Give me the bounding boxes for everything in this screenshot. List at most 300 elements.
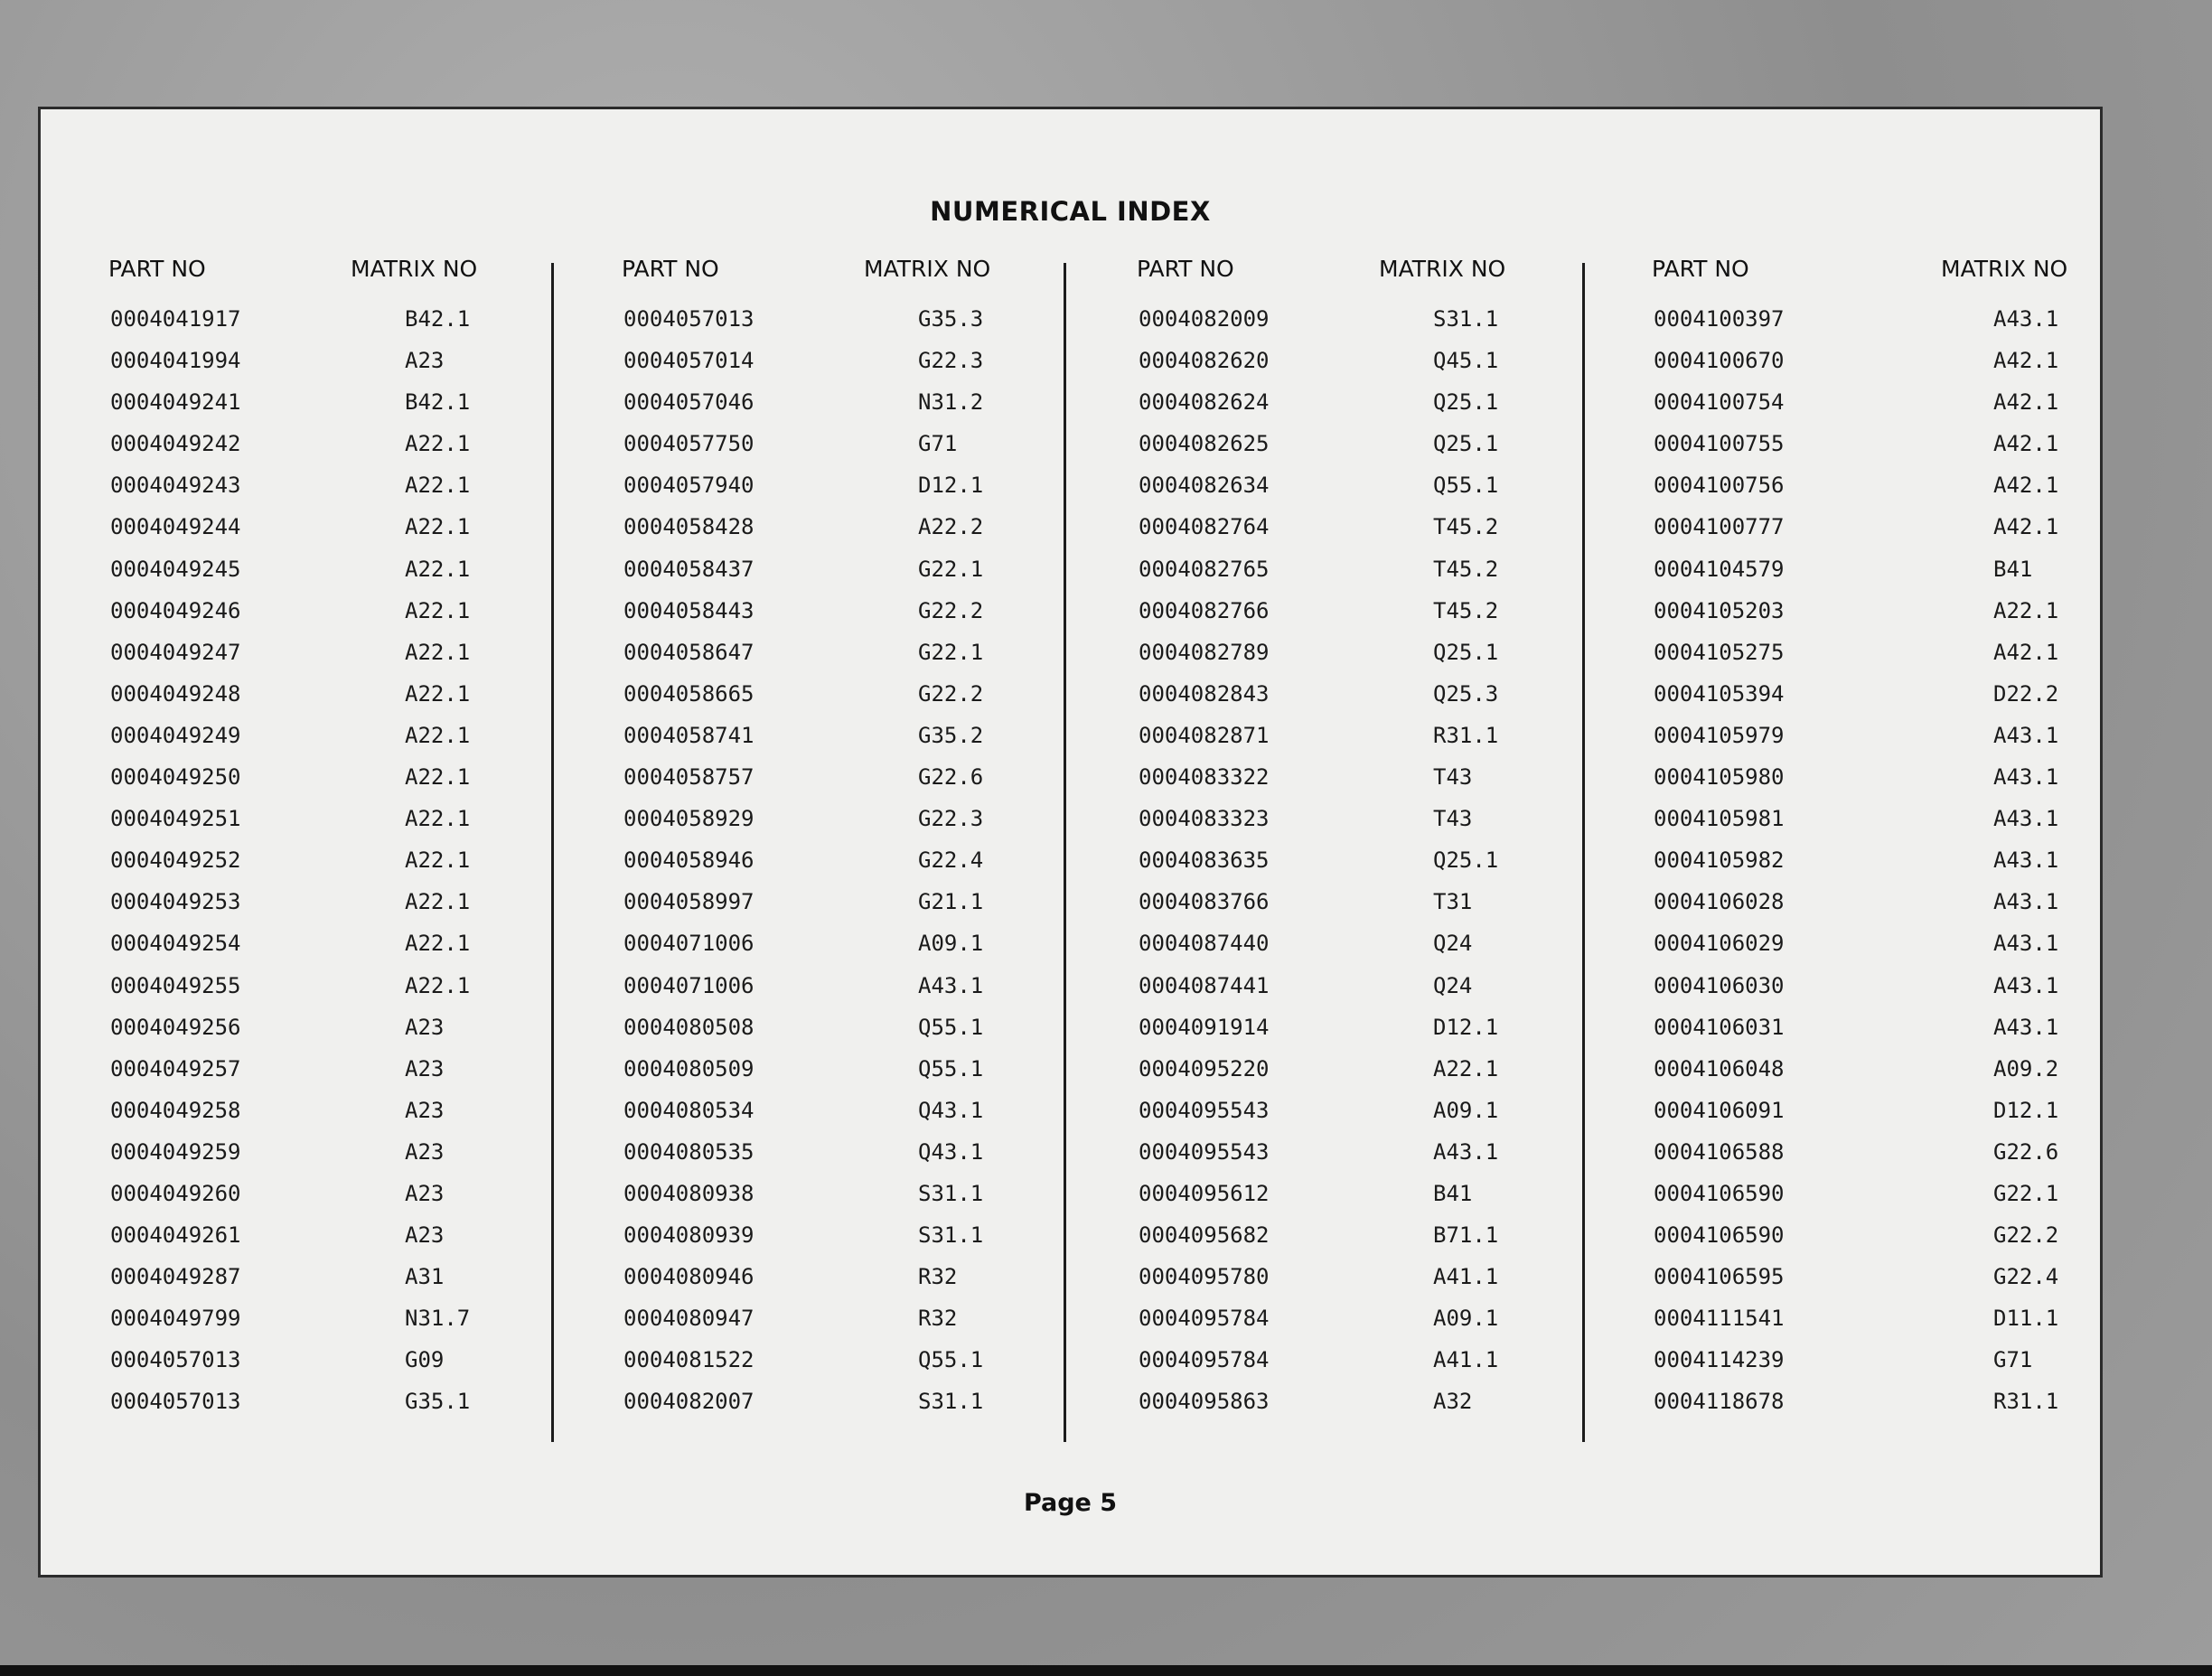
part-no-cell: 0004087440 — [1139, 931, 1270, 957]
table-row — [108, 557, 596, 598]
table-row — [622, 681, 1110, 723]
scan-bottom-edge — [0, 1665, 2212, 1676]
table-row — [1652, 1015, 2140, 1056]
part-no-cell: 0004058437 — [623, 556, 755, 582]
table-row — [1137, 764, 1625, 806]
part-no-cell: 0004118678 — [1654, 1389, 1785, 1415]
table-row — [1137, 1181, 1625, 1222]
table-row — [622, 1222, 1110, 1264]
table-row — [108, 1306, 596, 1347]
matrix-no-cell: S31.1 — [918, 1222, 984, 1249]
part-no-cell: 0004100670 — [1654, 348, 1785, 374]
table-row — [622, 1181, 1110, 1222]
table-row — [1652, 514, 2140, 556]
part-no-cell: 0004049259 — [110, 1138, 241, 1165]
column-divider — [1064, 263, 1066, 1442]
table-row — [108, 1222, 596, 1264]
part-no-cell: 0004049255 — [110, 972, 241, 998]
part-no-cell: 0004087441 — [1139, 972, 1270, 998]
part-no-cell: 0004082789 — [1139, 639, 1270, 665]
matrix-no-cell: Q43.1 — [918, 1097, 984, 1123]
part-no-cell: 0004105394 — [1654, 680, 1785, 707]
table-row — [1137, 348, 1625, 389]
matrix-no-cell: A22.1 — [405, 556, 471, 582]
table-row — [622, 1347, 1110, 1389]
table-row — [108, 431, 596, 473]
part-no-cell: 0004080938 — [623, 1180, 755, 1206]
part-no-cell: 0004100754 — [1654, 389, 1785, 416]
matrix-no-cell: A09.1 — [918, 931, 984, 957]
matrix-no-cell: A43.1 — [1993, 1014, 2059, 1040]
matrix-no-cell: A32 — [1433, 1389, 1473, 1415]
table-row — [1137, 640, 1625, 681]
part-no-header: PART NO — [1652, 256, 1749, 282]
matrix-no-cell: A42.1 — [1993, 389, 2059, 416]
matrix-no-cell: A43.1 — [918, 972, 984, 998]
table-row — [1652, 931, 2140, 972]
part-no-cell: 0004082007 — [623, 1389, 755, 1415]
table-row — [622, 806, 1110, 847]
table-row — [1137, 1264, 1625, 1306]
table-row — [622, 889, 1110, 931]
part-no-cell: 0004083322 — [1139, 764, 1270, 791]
table-row — [622, 764, 1110, 806]
part-no-cell: 0004057046 — [623, 389, 755, 416]
table-row — [1652, 806, 2140, 847]
table-row — [108, 1181, 596, 1222]
part-no-cell: 0004049256 — [110, 1014, 241, 1040]
table-row — [1137, 1098, 1625, 1139]
table-row — [108, 1139, 596, 1181]
matrix-no-cell: A23 — [405, 1014, 445, 1040]
table-row — [108, 1347, 596, 1389]
matrix-no-cell: G09 — [405, 1347, 445, 1373]
table-row — [622, 389, 1110, 431]
part-no-cell: 0004049260 — [110, 1180, 241, 1206]
table-row — [1652, 1139, 2140, 1181]
matrix-no-cell: A41.1 — [1433, 1347, 1499, 1373]
matrix-no-cell: G22.3 — [918, 806, 984, 832]
table-row — [1652, 348, 2140, 389]
part-no-cell: 0004083323 — [1139, 806, 1270, 832]
part-no-cell: 0004057750 — [623, 431, 755, 457]
matrix-no-cell: Q45.1 — [1433, 348, 1499, 374]
matrix-no-cell: A43.1 — [1993, 722, 2059, 748]
table-row — [622, 1139, 1110, 1181]
matrix-no-cell: D11.1 — [1993, 1306, 2059, 1332]
matrix-no-cell: A22.1 — [1993, 597, 2059, 623]
table-row — [108, 473, 596, 514]
matrix-no-cell: Q25.3 — [1433, 680, 1499, 707]
matrix-no-cell: A22.1 — [405, 680, 471, 707]
matrix-no-cell: A22.1 — [405, 431, 471, 457]
table-row — [1652, 1222, 2140, 1264]
table-row — [1652, 889, 2140, 931]
matrix-no-cell: G22.1 — [1993, 1180, 2059, 1206]
table-row — [1652, 847, 2140, 889]
part-no-cell: 0004049287 — [110, 1264, 241, 1290]
column-divider — [1582, 263, 1585, 1442]
table-row — [1652, 1056, 2140, 1098]
matrix-no-cell: A09.1 — [1433, 1097, 1499, 1123]
matrix-no-cell: Q55.1 — [918, 1014, 984, 1040]
table-row — [1137, 389, 1625, 431]
part-no-cell: 0004058665 — [623, 680, 755, 707]
table-row — [108, 1389, 596, 1430]
part-no-cell: 0004095863 — [1139, 1389, 1270, 1415]
column-divider — [551, 263, 554, 1442]
part-no-cell: 0004049244 — [110, 514, 241, 540]
part-no-cell: 0004058647 — [623, 639, 755, 665]
table-row — [108, 389, 596, 431]
table-row — [622, 640, 1110, 681]
matrix-no-cell: Q25.1 — [1433, 389, 1499, 416]
part-no-cell: 0004111541 — [1654, 1306, 1785, 1332]
table-row — [108, 514, 596, 556]
table-row — [1137, 681, 1625, 723]
matrix-no-cell: A22.1 — [405, 514, 471, 540]
table-row — [622, 1264, 1110, 1306]
table-row — [1652, 1264, 2140, 1306]
table-row — [1137, 306, 1625, 348]
matrix-no-cell: A22.1 — [405, 597, 471, 623]
table-row — [1652, 764, 2140, 806]
matrix-no-cell: R31.1 — [1993, 1389, 2059, 1415]
part-no-cell: 0004095543 — [1139, 1097, 1270, 1123]
table-row — [108, 806, 596, 847]
matrix-no-cell: A42.1 — [1993, 348, 2059, 374]
matrix-no-cell: Q55.1 — [918, 1055, 984, 1081]
matrix-no-header: MATRIX NO — [351, 256, 478, 282]
table-row — [1652, 598, 2140, 640]
part-no-cell: 0004106590 — [1654, 1222, 1785, 1249]
part-no-cell: 0004082634 — [1139, 473, 1270, 499]
table-row — [108, 348, 596, 389]
table-row — [108, 931, 596, 972]
table-row — [622, 1015, 1110, 1056]
matrix-no-cell: B41 — [1993, 556, 2033, 582]
matrix-no-cell: A22.1 — [1433, 1055, 1499, 1081]
table-row — [1652, 431, 2140, 473]
table-row — [1652, 681, 2140, 723]
part-no-cell: 0004058946 — [623, 847, 755, 874]
index-rows — [1137, 306, 1625, 1431]
matrix-no-cell: G22.2 — [1993, 1222, 2059, 1249]
table-row — [1652, 723, 2140, 764]
table-row — [1652, 1181, 2140, 1222]
table-row — [1137, 1389, 1625, 1430]
part-no-cell: 0004080509 — [623, 1055, 755, 1081]
matrix-no-cell: G22.6 — [1993, 1138, 2059, 1165]
part-no-cell: 0004105979 — [1654, 722, 1785, 748]
table-row — [1652, 1389, 2140, 1430]
index-rows — [108, 306, 596, 1431]
part-no-cell: 0004049799 — [110, 1306, 241, 1332]
part-no-cell: 0004041917 — [110, 306, 241, 332]
matrix-no-cell: D12.1 — [918, 473, 984, 499]
table-row — [1137, 514, 1625, 556]
part-no-cell: 0004105203 — [1654, 597, 1785, 623]
matrix-no-cell: Q24 — [1433, 972, 1473, 998]
matrix-no-cell: A22.1 — [405, 764, 471, 791]
table-row — [1652, 1098, 2140, 1139]
part-no-cell: 0004082764 — [1139, 514, 1270, 540]
part-no-header: PART NO — [622, 256, 719, 282]
part-no-cell: 0004100755 — [1654, 431, 1785, 457]
matrix-no-cell: Q25.1 — [1433, 431, 1499, 457]
matrix-no-cell: T43 — [1433, 806, 1473, 832]
table-row — [622, 723, 1110, 764]
matrix-no-cell: G22.3 — [918, 348, 984, 374]
table-row — [108, 1098, 596, 1139]
part-no-cell: 0004049242 — [110, 431, 241, 457]
table-row — [108, 681, 596, 723]
table-row — [1137, 889, 1625, 931]
matrix-no-cell: B42.1 — [405, 306, 471, 332]
matrix-no-cell: A22.1 — [405, 889, 471, 915]
matrix-no-cell: D12.1 — [1993, 1097, 2059, 1123]
part-no-cell: 0004058757 — [623, 764, 755, 791]
matrix-no-cell: A31 — [405, 1264, 445, 1290]
part-no-cell: 0004080939 — [623, 1222, 755, 1249]
part-no-cell: 0004106030 — [1654, 972, 1785, 998]
matrix-no-cell: G35.1 — [405, 1389, 471, 1415]
table-row — [1137, 473, 1625, 514]
matrix-no-cell: G35.3 — [918, 306, 984, 332]
part-no-cell: 0004082766 — [1139, 597, 1270, 623]
matrix-no-cell: Q25.1 — [1433, 639, 1499, 665]
matrix-no-cell: A22.1 — [405, 931, 471, 957]
matrix-no-cell: A42.1 — [1993, 639, 2059, 665]
matrix-no-cell: T45.2 — [1433, 514, 1499, 540]
part-no-cell: 0004106588 — [1654, 1138, 1785, 1165]
matrix-no-cell: A43.1 — [1993, 847, 2059, 874]
matrix-no-cell: A22.1 — [405, 473, 471, 499]
matrix-no-header: MATRIX NO — [1379, 256, 1506, 282]
part-no-cell: 0004100777 — [1654, 514, 1785, 540]
table-row — [622, 431, 1110, 473]
part-no-cell: 0004095682 — [1139, 1222, 1270, 1249]
part-no-cell: 0004082871 — [1139, 722, 1270, 748]
table-row — [1137, 431, 1625, 473]
matrix-no-cell: A42.1 — [1993, 431, 2059, 457]
table-row — [108, 1056, 596, 1098]
part-no-cell: 0004082620 — [1139, 348, 1270, 374]
matrix-no-cell: T45.2 — [1433, 556, 1499, 582]
matrix-no-cell: A22.2 — [918, 514, 984, 540]
part-no-cell: 0004049246 — [110, 597, 241, 623]
table-row — [1137, 806, 1625, 847]
part-no-cell: 0004058741 — [623, 722, 755, 748]
index-column-3 — [1137, 256, 1625, 1557]
table-row — [622, 973, 1110, 1015]
part-no-cell: 0004095543 — [1139, 1138, 1270, 1165]
page-title: NUMERICAL INDEX — [930, 196, 1211, 227]
table-row — [622, 514, 1110, 556]
part-no-cell: 0004083635 — [1139, 847, 1270, 874]
part-no-cell: 0004095780 — [1139, 1264, 1270, 1290]
matrix-no-cell: G22.4 — [918, 847, 984, 874]
matrix-no-header: MATRIX NO — [864, 256, 991, 282]
matrix-no-cell: A22.1 — [405, 972, 471, 998]
part-no-cell: 0004071006 — [623, 972, 755, 998]
matrix-no-cell: A41.1 — [1433, 1264, 1499, 1290]
part-no-cell: 0004058443 — [623, 597, 755, 623]
table-row — [622, 1306, 1110, 1347]
part-no-cell: 0004057013 — [110, 1389, 241, 1415]
part-no-cell: 0004049257 — [110, 1055, 241, 1081]
part-no-cell: 0004058929 — [623, 806, 755, 832]
part-no-cell: 0004049258 — [110, 1097, 241, 1123]
matrix-no-cell: A43.1 — [1993, 931, 2059, 957]
matrix-no-cell: A23 — [405, 348, 445, 374]
index-column-2 — [622, 256, 1110, 1557]
index-rows — [622, 306, 1110, 1431]
matrix-no-cell: T31 — [1433, 889, 1473, 915]
part-no-cell: 0004049261 — [110, 1222, 241, 1249]
matrix-no-cell: A43.1 — [1993, 806, 2059, 832]
part-no-cell: 0004041994 — [110, 348, 241, 374]
table-row — [622, 847, 1110, 889]
matrix-no-cell: A09.2 — [1993, 1055, 2059, 1081]
matrix-no-cell: T45.2 — [1433, 597, 1499, 623]
table-row — [622, 1098, 1110, 1139]
table-row — [108, 598, 596, 640]
part-no-cell: 0004071006 — [623, 931, 755, 957]
matrix-no-cell: G22.2 — [918, 597, 984, 623]
part-no-cell: 0004105982 — [1654, 847, 1785, 874]
matrix-no-cell: G71 — [1993, 1347, 2033, 1373]
table-row — [1137, 1306, 1625, 1347]
matrix-no-cell: A43.1 — [1993, 764, 2059, 791]
matrix-no-cell: S31.1 — [918, 1180, 984, 1206]
table-row — [622, 1056, 1110, 1098]
matrix-no-cell: A43.1 — [1993, 306, 2059, 332]
part-no-cell: 0004058997 — [623, 889, 755, 915]
part-no-cell: 0004095220 — [1139, 1055, 1270, 1081]
table-row — [1137, 557, 1625, 598]
matrix-no-cell: A43.1 — [1993, 889, 2059, 915]
index-column-1 — [108, 256, 596, 1557]
table-row — [1137, 598, 1625, 640]
matrix-no-cell: A23 — [405, 1222, 445, 1249]
index-column-4 — [1652, 256, 2140, 1557]
part-no-cell: 0004049254 — [110, 931, 241, 957]
matrix-no-cell: D22.2 — [1993, 680, 2059, 707]
part-no-cell: 0004100756 — [1654, 473, 1785, 499]
matrix-no-cell: A22.1 — [405, 722, 471, 748]
part-no-cell: 0004049247 — [110, 639, 241, 665]
part-no-cell: 0004049251 — [110, 806, 241, 832]
table-row — [1652, 1306, 2140, 1347]
part-no-cell: 0004058428 — [623, 514, 755, 540]
part-no-cell: 0004049250 — [110, 764, 241, 791]
part-no-cell: 0004049252 — [110, 847, 241, 874]
part-no-cell: 0004049241 — [110, 389, 241, 416]
page-number: Page 5 — [1023, 1489, 1118, 1517]
part-no-cell: 0004057013 — [110, 1347, 241, 1373]
table-row — [108, 1015, 596, 1056]
matrix-no-cell: A23 — [405, 1180, 445, 1206]
matrix-no-cell: N31.7 — [405, 1306, 471, 1332]
part-no-cell: 0004106029 — [1654, 931, 1785, 957]
matrix-no-cell: G22.1 — [918, 639, 984, 665]
matrix-no-cell: A42.1 — [1993, 473, 2059, 499]
part-no-cell: 0004091914 — [1139, 1014, 1270, 1040]
matrix-no-cell: G71 — [918, 431, 958, 457]
matrix-no-cell: G22.6 — [918, 764, 984, 791]
matrix-no-cell: A43.1 — [1993, 972, 2059, 998]
table-row — [1137, 973, 1625, 1015]
part-no-header: PART NO — [108, 256, 206, 282]
table-row — [1137, 1056, 1625, 1098]
part-no-cell: 0004106595 — [1654, 1264, 1785, 1290]
matrix-no-cell: A23 — [405, 1097, 445, 1123]
part-no-cell: 0004083766 — [1139, 889, 1270, 915]
matrix-no-header: MATRIX NO — [1941, 256, 2068, 282]
document-page — [38, 107, 2103, 1578]
part-no-cell: 0004057014 — [623, 348, 755, 374]
part-no-cell: 0004082625 — [1139, 431, 1270, 457]
matrix-no-cell: A23 — [405, 1138, 445, 1165]
matrix-no-cell: N31.2 — [918, 389, 984, 416]
table-row — [1137, 931, 1625, 972]
part-no-cell: 0004057940 — [623, 473, 755, 499]
part-no-cell: 0004106031 — [1654, 1014, 1785, 1040]
matrix-no-cell: A23 — [405, 1055, 445, 1081]
part-no-cell: 0004082624 — [1139, 389, 1270, 416]
matrix-no-cell: Q25.1 — [1433, 847, 1499, 874]
table-row — [1137, 1139, 1625, 1181]
matrix-no-cell: Q43.1 — [918, 1138, 984, 1165]
matrix-no-cell: T43 — [1433, 764, 1473, 791]
part-no-cell: 0004049249 — [110, 722, 241, 748]
part-no-cell: 0004106028 — [1654, 889, 1785, 915]
part-no-cell: 0004100397 — [1654, 306, 1785, 332]
table-row — [1652, 306, 2140, 348]
table-row — [108, 764, 596, 806]
matrix-no-cell: A09.1 — [1433, 1306, 1499, 1332]
matrix-no-cell: B42.1 — [405, 389, 471, 416]
matrix-no-cell: A22.1 — [405, 639, 471, 665]
part-no-cell: 0004049243 — [110, 473, 241, 499]
part-no-cell: 0004104579 — [1654, 556, 1785, 582]
matrix-no-cell: G22.2 — [918, 680, 984, 707]
part-no-cell: 0004114239 — [1654, 1347, 1785, 1373]
part-no-cell: 0004105980 — [1654, 764, 1785, 791]
index-rows — [1652, 306, 2140, 1431]
matrix-no-cell: S31.1 — [1433, 306, 1499, 332]
part-no-cell: 0004081522 — [623, 1347, 755, 1373]
matrix-no-cell: D12.1 — [1433, 1014, 1499, 1040]
table-row — [1137, 1347, 1625, 1389]
table-row — [108, 889, 596, 931]
part-no-cell: 0004049245 — [110, 556, 241, 582]
part-no-cell: 0004080535 — [623, 1138, 755, 1165]
part-no-cell: 0004106091 — [1654, 1097, 1785, 1123]
matrix-no-cell: R32 — [918, 1306, 958, 1332]
part-no-cell: 0004080946 — [623, 1264, 755, 1290]
table-row — [108, 1264, 596, 1306]
table-row — [108, 640, 596, 681]
matrix-no-cell: Q24 — [1433, 931, 1473, 957]
part-no-cell: 0004105275 — [1654, 639, 1785, 665]
table-row — [1137, 1222, 1625, 1264]
part-no-header: PART NO — [1137, 256, 1234, 282]
matrix-no-cell: Q55.1 — [918, 1347, 984, 1373]
table-row — [1652, 389, 2140, 431]
matrix-no-cell: R32 — [918, 1264, 958, 1290]
